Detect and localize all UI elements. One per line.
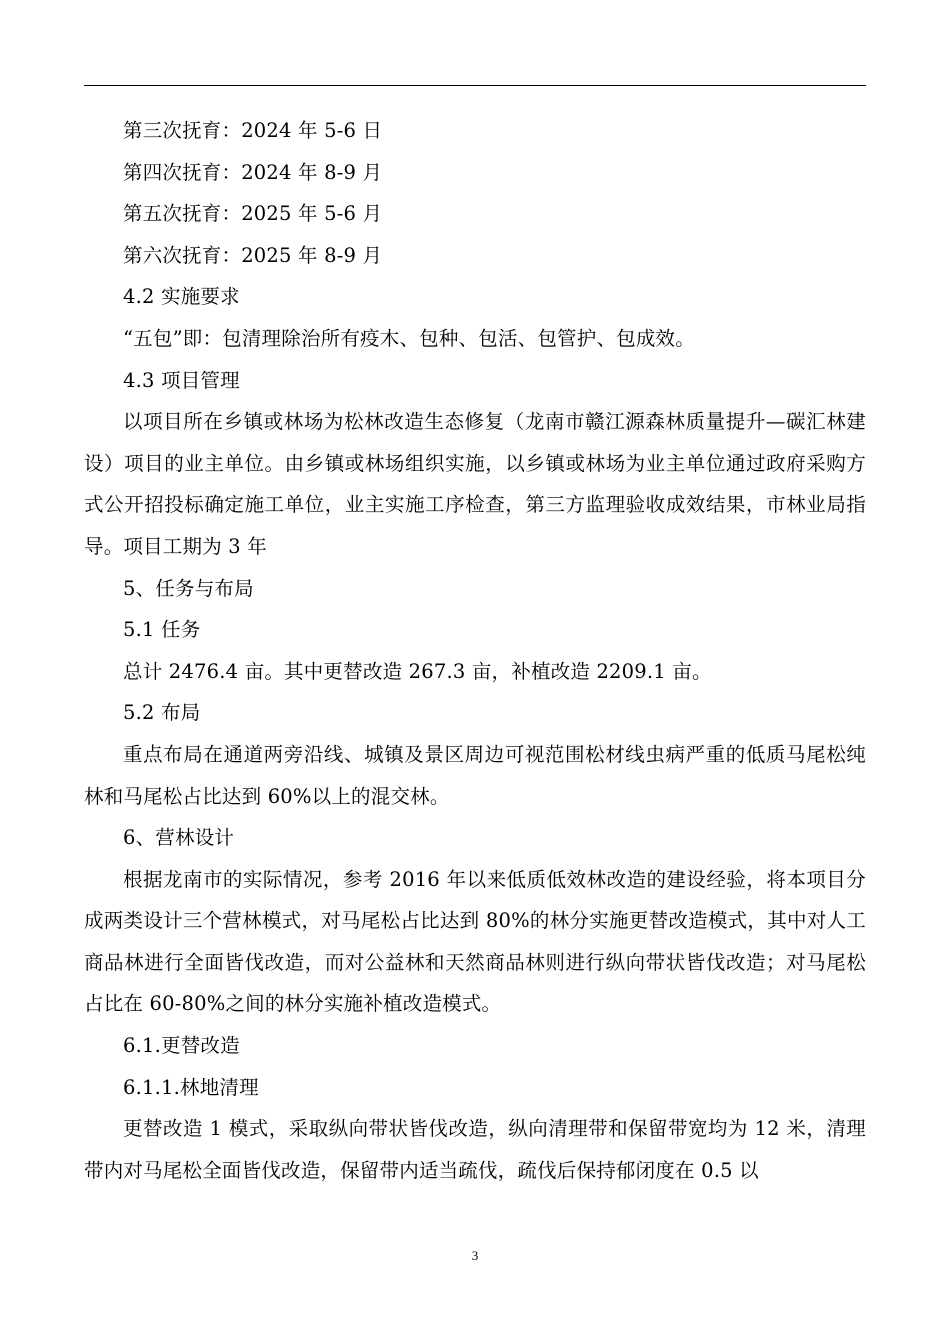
paragraph: 第四次抚育：2024 年 8-9 月	[123, 160, 383, 184]
section-heading: 5.2 布局	[123, 701, 201, 725]
section-heading: 4.3 项目管理	[123, 368, 240, 392]
paragraph: 第五次抚育：2025 年 5-6 月	[123, 202, 383, 226]
page-number: 3	[471, 1248, 479, 1263]
paragraph: 以项目所在乡镇或林场为松林改造生态修复（龙南市赣江源森林质量提升—碳汇林建设）项目的业主单位。由乡镇或林场组织实施，以乡镇或林场为业主单位通过政府采购方式公开招投标确定施工单位，业主实施工序检查，第三方监理验收成效结果，市林业局指导。项目工期为 3 年	[84, 410, 866, 558]
paragraph: “五包”即：包清理除治所有疫木、包种、包活、包管护、包成效。	[123, 326, 695, 350]
paragraph: 重点布局在通道两旁沿线、城镇及景区周边可视范围松材线虫病严重的低质马尾松纯林和马尾松占比达到 60%以上的混交林。	[84, 742, 866, 808]
section-heading: 6、营林设计	[123, 826, 235, 850]
section-heading: 5.1 任务	[123, 618, 201, 642]
paragraph: 总计 2476.4 亩。其中更替改造 267.3 亩，补植改造 2209.1 亩。	[123, 659, 712, 683]
paragraph: 第六次抚育：2025 年 8-9 月	[123, 243, 383, 267]
paragraph: 更替改造 1 模式，采取纵向带状皆伐改造，纵向清理带和保留带宽均为 12 米，清理带内对马尾松全面皆伐改造，保留带内适当疏伐，疏伐后保持郁闭度在 0.5 以	[84, 1117, 866, 1182]
document-body	[84, 110, 866, 1191]
paragraph: 第三次抚育：2024 年 5-6 日	[123, 119, 383, 142]
paragraph: 根据龙南市的实际情况，参考 2016 年以来低质低效林改造的建设经验，将本项目分成两类设计三个营林模式，对马尾松占比达到 80%的林分实施更替改造模式，其中对人工商品林进行全面皆伐改造，而对公益林和天然商品林则进行纵向带状皆伐改造；对马尾松占比在 60-80%之间的林分实施补植改造模式。	[84, 867, 866, 1016]
section-heading: 4.2 实施要求	[123, 285, 240, 309]
header-rule	[84, 85, 866, 86]
section-heading: 5、任务与布局	[123, 576, 254, 600]
section-heading: 6.1.更替改造	[123, 1034, 240, 1058]
section-heading: 6.1.1.林地清理	[123, 1075, 259, 1099]
